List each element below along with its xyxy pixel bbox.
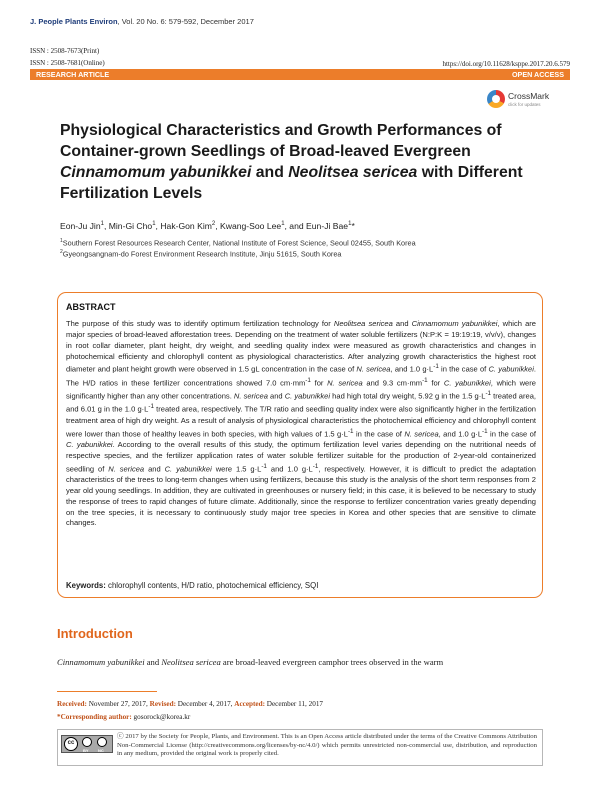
species-name: C. yabunikkei [66,440,113,450]
abstract-text: , which are major species of broad-leaved afforestation trees. Depending on the treatment of water soluble fertilizers (N:P:K = 19:19:19, v/v/v), changes in root collar diameter, plant height, dry weight, and seedling quality index were measured as growth characteristics and changes in photochemical efficienty and chlorophyll content as physiological characteristics. After analyzing growth characteristics the highest root diameter and plant height growth were observed in 1.5 gL concentration in the case of [66,319,536,374]
abstract-text: and [267,391,285,401]
open-access-label: OPEN ACCESS [511,70,564,79]
species-name: Neolitsea sericea [161,657,221,667]
journal-citation [30,17,254,26]
author-1-affil: 1 [100,221,104,228]
revised-date: December 4, 2017, [175,700,235,708]
affiliation-2-num: 2 [60,249,63,255]
affiliation-1 [60,238,416,247]
title-species-2: Neolitsea sericea [288,164,418,181]
superscript: -1 [347,427,354,435]
intro-text: and [144,657,162,667]
title-and: and [251,164,289,181]
received-date: November 27, 2017, [86,700,150,708]
crossmark-badge[interactable] [487,89,559,111]
license-text: ⓒ 2017 by the Society for People, Plants, and Environment. This is an Open Access article distributed under the terms of the Creative Commons Attribution Non-Commercial License (http://creativecommons.org/licenses/by-nc/4.0/) which permits unrestricted non-commercial use, distribution, and reproduction in any medium, provided the original work is properly cited. [117,733,537,758]
abstract-text: for [427,378,444,388]
article-title [60,120,540,204]
introduction-heading: Introduction [57,626,133,641]
superscript: -1 [485,390,492,398]
title-line-3 [60,162,540,183]
abstract-text: in the case of [487,429,536,439]
research-article-label: RESEARCH ARTICLE [36,70,110,79]
species-name: N. sericea [108,464,145,474]
affiliation-2-text: Gyeongsangnam-do Forest Environment Research Institute, Jinju 51615, South Korea [62,249,342,259]
crossmark-label: CrossMark [508,91,550,101]
abstract-text: and [392,319,412,328]
species-name: C. yabunikkei [284,391,331,401]
abstract-text: , which were significantly higher than any other concentrations. [66,378,536,401]
cc-icon: cc [64,737,78,751]
affiliation-2 [60,249,341,258]
corresponding-author [57,713,190,721]
intro-text: are broad-leaved evergreen camphor trees observed in the warm [220,657,444,667]
corresponding-label: *Corresponding author: [57,713,132,721]
title-species-1: Cinnamomum yabunikkei [60,164,252,181]
superscript: -1 [305,376,311,384]
introduction-text [57,657,543,667]
cc-license-icon[interactable] [61,735,113,753]
author-1: Eon-Ju Jin [60,221,101,231]
title-line-2: Container-grown Seedlings of Broad-leaved Evergreen [60,143,471,160]
revised-label: Revised: [149,700,176,708]
abstract-text: in the case of [438,364,489,374]
species-name: C. yabunikkei [164,464,212,474]
crossmark-sub: click for updates [508,102,541,107]
nc-icon [97,737,107,747]
species-name: N. sericea [233,391,268,401]
species-name: C. yabunikkei [443,378,491,388]
author-3-affil: 2 [211,221,216,228]
title-line-4: Fertilization Levels [60,185,203,202]
affiliation-1-num: 1 [60,238,63,244]
abstract-text: . According to the overall results of this study, the optimum fertilization level varies depending on the nutritional needs of respective species, and the fertilizer application rates of water soluble fertilizer suitable for the production of 2-year-old containerized seedling of [66,440,536,474]
abstract-body [66,319,536,529]
abstract-text: The purpose of this study was to identify optimum fertilization technology for [66,319,334,328]
affiliation-1-text: Southern Forest Resources Research Center, National Institute of Forest Science, Seoul 02455, South Korea [62,238,416,248]
species-name: C. yabunikkei [488,364,534,374]
species-name: Cinnamomum yabunikkei [411,319,498,328]
abstract-text: treated area, and 6.01 g in the 1.0 g·L [66,391,536,414]
species-name: N. sericea [327,378,363,388]
abstract-text: , and 1.0 g·L [438,429,483,439]
author-3: Hak-Gon Kim [160,221,212,231]
nc-label: NC [98,748,104,753]
crossmark-icon [487,90,505,108]
abstract-text: had high total dry weight, 5.92 g in the 1.5 g·L [330,391,486,401]
abstract-text: and 1.0 g·L [266,464,313,474]
author-5-affil: 1 [348,221,352,228]
doi-link[interactable]: https://doi.org/10.11628/ksppe.2017.20.6.579 [442,60,570,68]
journal-volume: , Vol. 20 No. 6: 579-592, December 2017 [117,17,254,26]
author-2-affil: 1 [152,221,156,228]
issn-online: ISSN : 2508-7681(Online) [30,59,105,67]
title-line-3-rest: with Different [417,164,523,181]
by-icon [82,737,92,747]
by-label: BY [83,748,89,753]
abstract-text: and 9.3 cm·mm [362,378,423,388]
abstract-text: treated area, respectively. The T/R ratio and seedling quality index were also significantly higher in the fertilization treatment area of high dry weight. As a result of analysis of physiological characteristics the photochemical efficiency and chlorophyll content were lower than those of healthy leaves in both species, with high values of 1.5 g·L [66,404,537,439]
author-4-affil: 1 [281,221,285,228]
footnote-rule [57,691,157,692]
superscript: -1 [261,462,267,470]
author-list: Eon-Ju Jin$^1$, Min-Gi Cho$^1$, Hak-Gon Kim$^2$, Kwang-Soo Lee$^1$, and Eun-Ji Bae$^1$* [60,221,355,231]
issn-print: ISSN : 2508-7673(Print) [30,47,100,55]
abstract-text: for [310,378,328,388]
abstract-text: were 1.5 g·L [211,464,262,474]
abstract-text: . The H/D ratios in these fertilizer concentrations showed 7.0 cm·mm [66,364,536,388]
accepted-date: December 11, 2017 [265,700,324,708]
superscript: -1 [312,462,319,470]
article-dates [57,700,323,708]
accepted-label: Accepted: [234,700,265,708]
author-2: Min-Gi Cho [108,221,153,231]
species-name: Neolitsea sericea [333,319,393,328]
superscript: -1 [433,363,439,371]
author-4: Kwang-Soo Lee [220,221,282,231]
received-label: Received: [57,700,87,708]
keywords-list: chlorophyll contents, H/D ratio, photochemical efficiency, SQI [105,581,319,590]
journal-name: J. People Plants Environ [30,17,118,26]
section-bar [30,69,570,80]
superscript: -1 [148,403,154,411]
species-name: N. sericea [404,429,439,439]
superscript: -1 [482,427,488,435]
species-name: N. sericea [356,364,391,374]
species-name: Cinnamomum yabunikkei [57,657,145,667]
abstract-text: , and 1.0 g·L [390,364,434,374]
keywords [66,581,318,590]
abstract-text: in the case of [353,429,405,439]
title-line-1: Physiological Characteristics and Growth Performances of [60,122,502,139]
abstract-text: and [144,464,165,474]
corresponding-email[interactable]: gosorock@korea.kr [131,713,191,721]
keywords-label: Keywords: [66,581,106,590]
abstract-text: , respectively. However, it is difficult to predict the adaptation characteristics of the trees to long-term changes when using fertilizers, because this study is the analysis of the short term responses from 2 year old young seedlings. In addition, they are cultivated in greenhouses or nursery field; in this case, it is believed to be necessary to study the response of trees to rapid changes of future climate. Additionally, since the response to fertilizer concentration varies greatly depending on the tree species, it is necessary to continuously study major tree species in Korea and other species that are sensitive to climate changes. [66,464,537,528]
author-5: Eun-Ji Bae [306,221,349,231]
abstract-heading: ABSTRACT [66,302,116,312]
corresponding-mark: * [351,221,355,231]
superscript: -1 [422,376,428,384]
